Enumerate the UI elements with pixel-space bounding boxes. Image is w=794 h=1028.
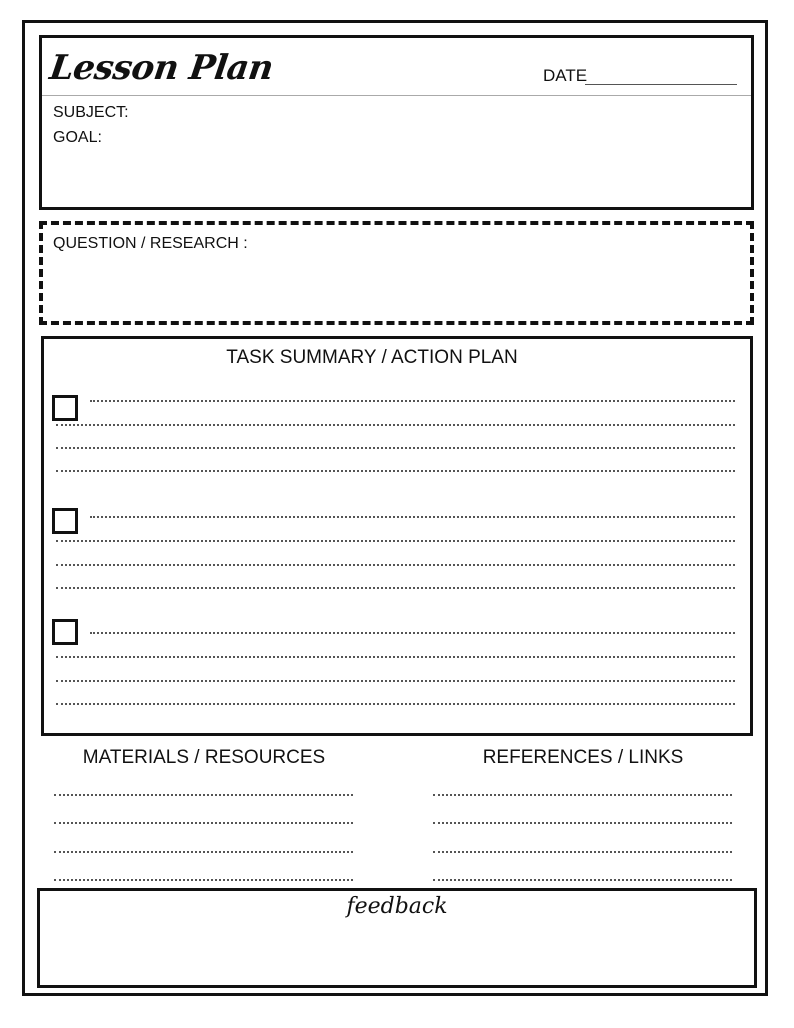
materials-line[interactable]: [54, 879, 353, 881]
task-line[interactable]: [56, 680, 735, 682]
references-line[interactable]: [433, 851, 732, 853]
task-checkbox-1[interactable]: [52, 395, 78, 421]
task-line[interactable]: [90, 400, 735, 402]
task-box: [41, 336, 753, 736]
date-label: DATE: [543, 66, 588, 85]
subject-label: SUBJECT:: [53, 104, 129, 121]
materials-title: MATERIALS / RESOURCES: [82, 747, 326, 768]
references-title: REFERENCES / LINKS: [482, 747, 684, 768]
question-label: QUESTION / RESEARCH :: [53, 235, 248, 252]
task-line[interactable]: [90, 632, 735, 634]
references-line[interactable]: [433, 794, 732, 796]
task-checkbox-3[interactable]: [52, 619, 78, 645]
references-line[interactable]: [433, 822, 732, 824]
task-title: TASK SUMMARY / ACTION PLAN: [226, 347, 518, 368]
page-title: Lesson Plan: [47, 48, 276, 88]
task-line[interactable]: [56, 703, 735, 705]
task-checkbox-2[interactable]: [52, 508, 78, 534]
feedback-title: feedback: [346, 894, 448, 919]
task-line[interactable]: [56, 564, 735, 566]
task-line[interactable]: [56, 540, 735, 542]
materials-line[interactable]: [54, 822, 353, 824]
materials-line[interactable]: [54, 851, 353, 853]
goal-label: GOAL:: [53, 129, 102, 146]
task-line[interactable]: [56, 587, 735, 589]
task-line[interactable]: [56, 656, 735, 658]
references-line[interactable]: [433, 879, 732, 881]
task-line[interactable]: [56, 470, 735, 472]
header-divider: [42, 95, 751, 96]
task-line[interactable]: [56, 424, 735, 426]
date-field[interactable]: [585, 84, 737, 85]
materials-line[interactable]: [54, 794, 353, 796]
task-line[interactable]: [56, 447, 735, 449]
task-line[interactable]: [90, 516, 735, 518]
